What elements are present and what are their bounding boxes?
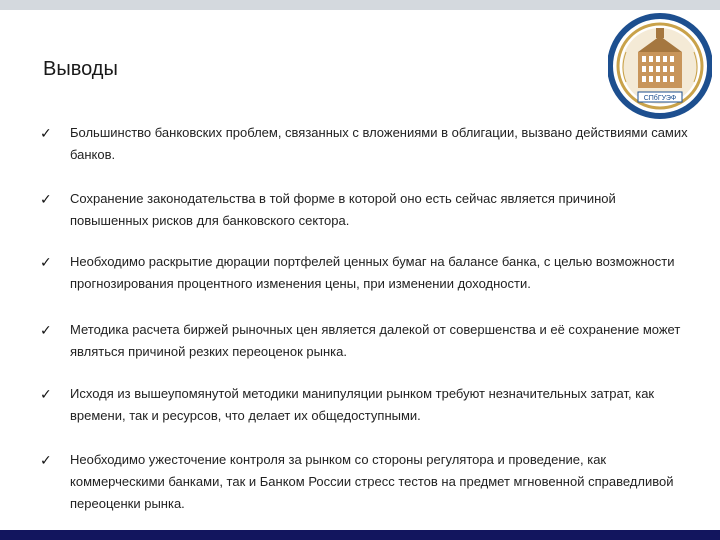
conclusions-list: [40, 122, 695, 515]
list-item: [40, 319, 695, 383]
checkmark-icon: ✓: [40, 191, 52, 207]
list-item-text: Необходимо раскрытие дюрации портфелей ценных бумаг на балансе банка, с целью возможности прогнозирования процентного изменения цены, при изменении доходности.: [70, 254, 675, 291]
list-item-text: Необходимо ужесточение контроля за рынком со стороны регулятора и проведение, как коммерческими банками, так и Банком России стресс тестов на предмет мгновенной справедливой переоценки рынка.: [70, 452, 674, 511]
logo-plate-text: СПбГУЭФ: [643, 95, 677, 102]
checkmark-icon: ✓: [40, 322, 52, 338]
list-item-text: Большинство банковских проблем, связанных с вложениями в облигации, вызвано действиями самих банков.: [70, 125, 688, 162]
bottom-bar: [0, 530, 720, 540]
list-item-text: Методика расчета биржей рыночных цен является далекой от совершенства и её сохранение может являться причиной резких переоценок рынка.: [70, 322, 681, 359]
top-bar: [0, 0, 720, 10]
slide-title: Выводы: [43, 58, 118, 80]
checkmark-icon: ✓: [40, 125, 52, 141]
checkmark-icon: ✓: [40, 254, 52, 270]
list-item: [40, 449, 695, 515]
checkmark-icon: ✓: [40, 452, 52, 468]
list-item: [40, 383, 695, 449]
university-seal-icon: [608, 12, 712, 120]
list-item: [40, 251, 695, 319]
list-item-text: Исходя из вышеупомянутой методики манипуляции рынком требуют незначительных затрат, как времени, так и ресурсов, что делает их общедоступными.: [70, 386, 655, 423]
checkmark-icon: ✓: [40, 386, 52, 402]
list-item: [40, 188, 695, 251]
list-item-text: Сохранение законодательства в той форме в которой оно есть сейчас является причиной повышенных рисков для банковского сектора.: [70, 191, 616, 228]
list-item: [40, 122, 695, 188]
